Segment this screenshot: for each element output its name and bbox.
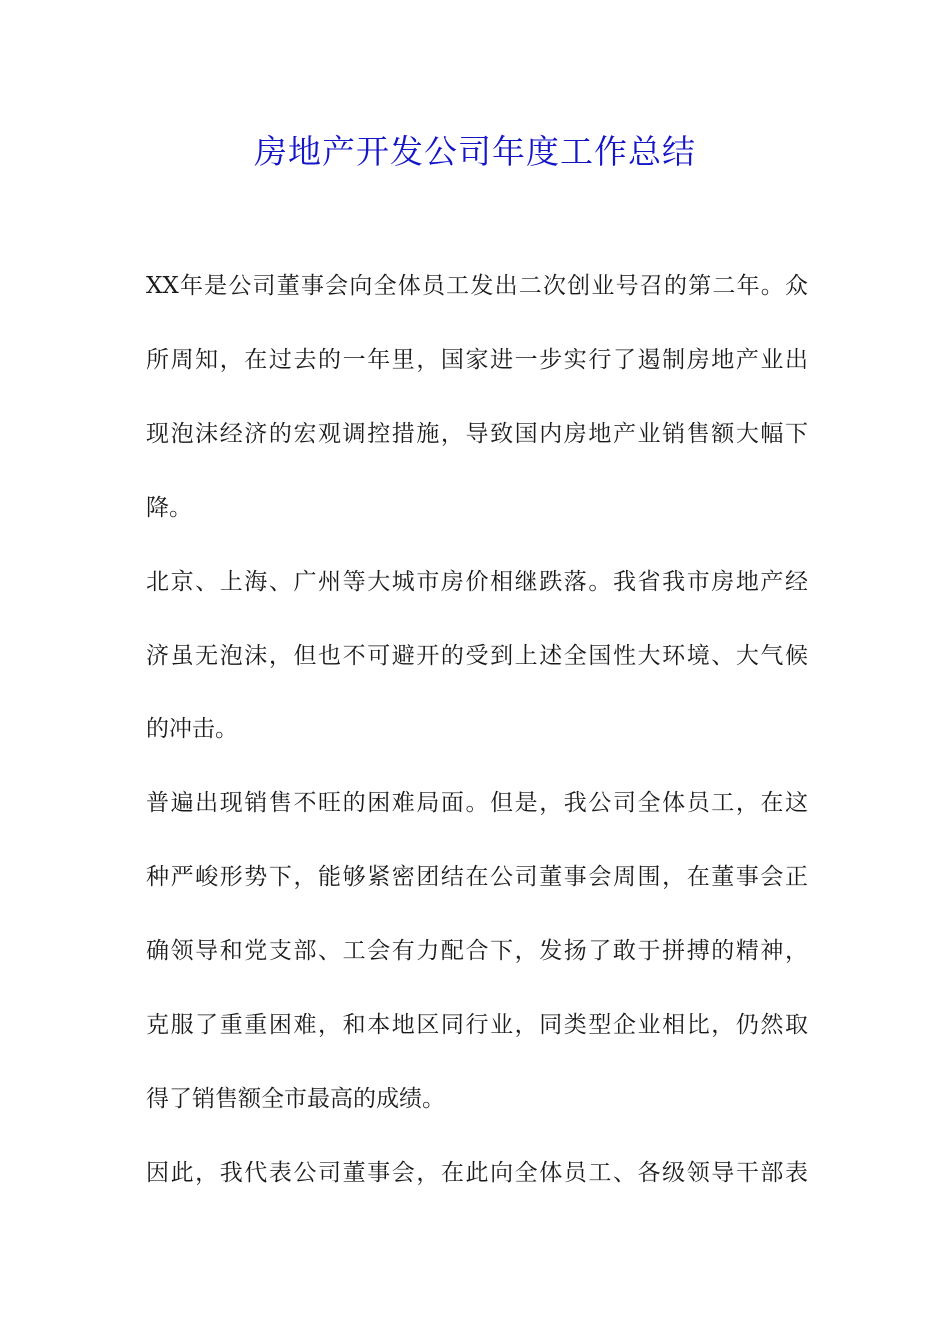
- paragraph-line: 北京、上海、广州等大城市房价相继跌落。我省我市房地产经: [146, 569, 808, 595]
- document-title: 房地产开发公司年度工作总结: [254, 132, 696, 171]
- paragraph-line: 克服了重重困难，和本地区同行业，同类型企业相比，仍然取: [146, 1012, 808, 1038]
- paragraph-line: 所周知，在过去的一年里，国家进一步实行了遏制房地产业出: [146, 347, 808, 373]
- paragraph-line: 的冲击。: [146, 716, 238, 742]
- paragraph-line: 确领导和党支部、工会有力配合下，发扬了敢于拼搏的精神，: [146, 938, 808, 964]
- paragraph-line: 现泡沫经济的宏观调控措施，导致国内房地产业销售额大幅下: [146, 421, 808, 447]
- paragraph-line: 得了销售额全市最高的成绩。: [146, 1086, 445, 1112]
- paragraph-line: 普遍出现销售不旺的困难局面。但是，我公司全体员工，在这: [146, 790, 808, 816]
- paragraph-line: 因此，我代表公司董事会，在此向全体员工、各级领导干部表: [146, 1160, 808, 1186]
- paragraph-line: 降。: [146, 495, 192, 521]
- paragraph-line: 种严峻形势下，能够紧密团结在公司董事会周围，在董事会正: [146, 864, 808, 890]
- paragraph-line: 济虽无泡沫，但也不可避开的受到上述全国性大环境、大气候: [146, 643, 808, 669]
- paragraph-line: XX年是公司董事会向全体员工发出二次创业号召的第二年。众: [146, 273, 808, 299]
